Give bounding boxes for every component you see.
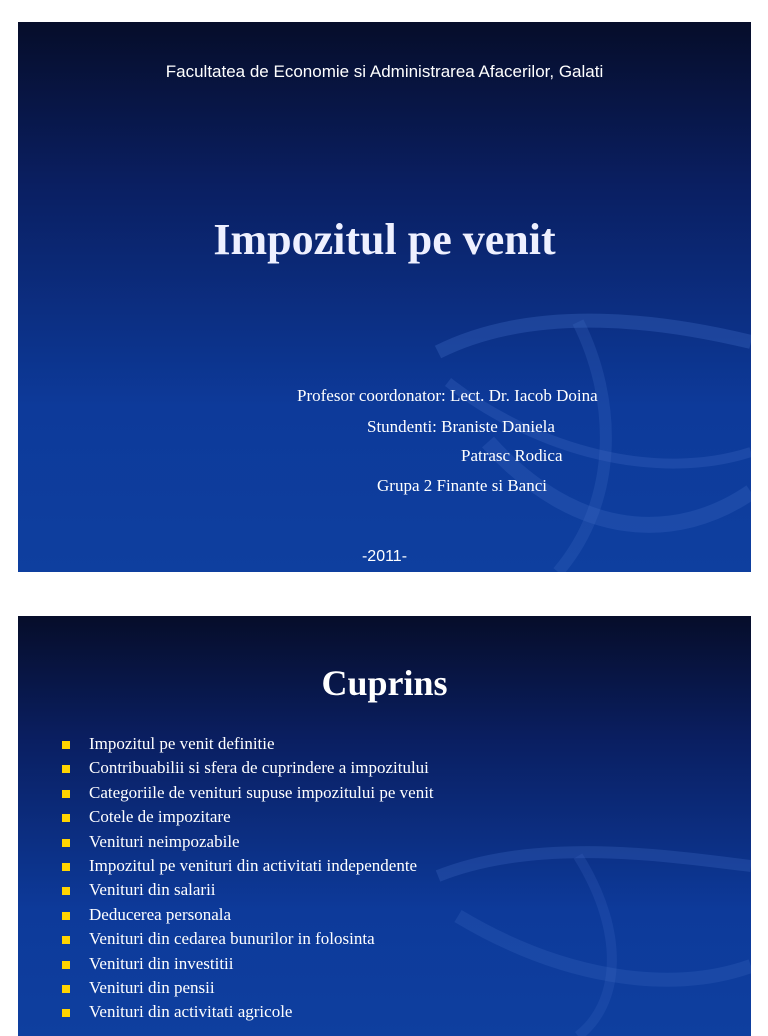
list-item: [62, 781, 434, 805]
list-item-label: Venituri neimpozabile: [89, 831, 240, 851]
square-bullet-icon: [62, 741, 70, 749]
list-item-label: Venituri din pensii: [89, 977, 215, 997]
contents-title: Cuprins: [321, 663, 448, 703]
list-item-label: Venituri din salarii: [89, 880, 216, 900]
list-item-label: Contribuabilii si sfera de cuprindere a impozitului: [89, 758, 429, 778]
list-item: [62, 854, 434, 878]
faculty-name: Facultatea de Economie si Administrarea Afacerilor, Galati: [165, 62, 604, 81]
list-item-label: Impozitul pe venit definitie: [89, 734, 275, 753]
list-item: [62, 732, 434, 756]
list-item-label: Deducerea personala: [89, 904, 232, 924]
square-bullet-icon: [62, 790, 70, 798]
contents-slide: [18, 616, 751, 1036]
square-bullet-icon: [62, 912, 70, 920]
square-bullet-icon: [62, 887, 70, 895]
student-2-line: Patrasc Rodica: [461, 446, 563, 465]
square-bullet-icon: [62, 936, 70, 944]
square-bullet-icon: [62, 814, 70, 822]
list-item-label: Venituri din activitati agricole: [89, 1002, 293, 1022]
list-item-label: Venituri din cedarea bunurilor in folosinta: [89, 929, 375, 949]
list-item-label: Venituri din investitii: [89, 953, 234, 973]
coordinator-line: Profesor coordonator: Lect. Dr. Iacob Doina: [297, 386, 598, 405]
square-bullet-icon: [62, 765, 70, 773]
contents-list: [62, 732, 434, 1025]
square-bullet-icon: [62, 985, 70, 993]
students-line: Stundenti: Braniste Daniela: [367, 417, 555, 436]
slide-title: Impozitul pe venit: [213, 215, 556, 264]
list-item: [62, 878, 434, 902]
list-item: [62, 756, 434, 780]
square-bullet-icon: [62, 1009, 70, 1017]
square-bullet-icon: [62, 863, 70, 871]
list-item-label: Categoriile de venituri supuse impozitului pe venit: [89, 782, 434, 802]
list-item-label: Cotele de impozitare: [89, 807, 231, 827]
list-item: [62, 830, 434, 854]
list-item: [62, 976, 434, 1000]
group-line: Grupa 2 Finante si Banci: [377, 476, 547, 495]
square-bullet-icon: [62, 839, 70, 847]
list-item: [62, 927, 434, 951]
year-label: -2011-: [361, 548, 408, 565]
square-bullet-icon: [62, 961, 70, 969]
title-slide: [18, 22, 751, 572]
list-item: [62, 805, 434, 829]
list-item: [62, 1000, 434, 1024]
list-item: [62, 903, 434, 927]
list-item-label: Impozitul pe venituri din activitati independente: [89, 855, 418, 875]
list-item: [62, 952, 434, 976]
